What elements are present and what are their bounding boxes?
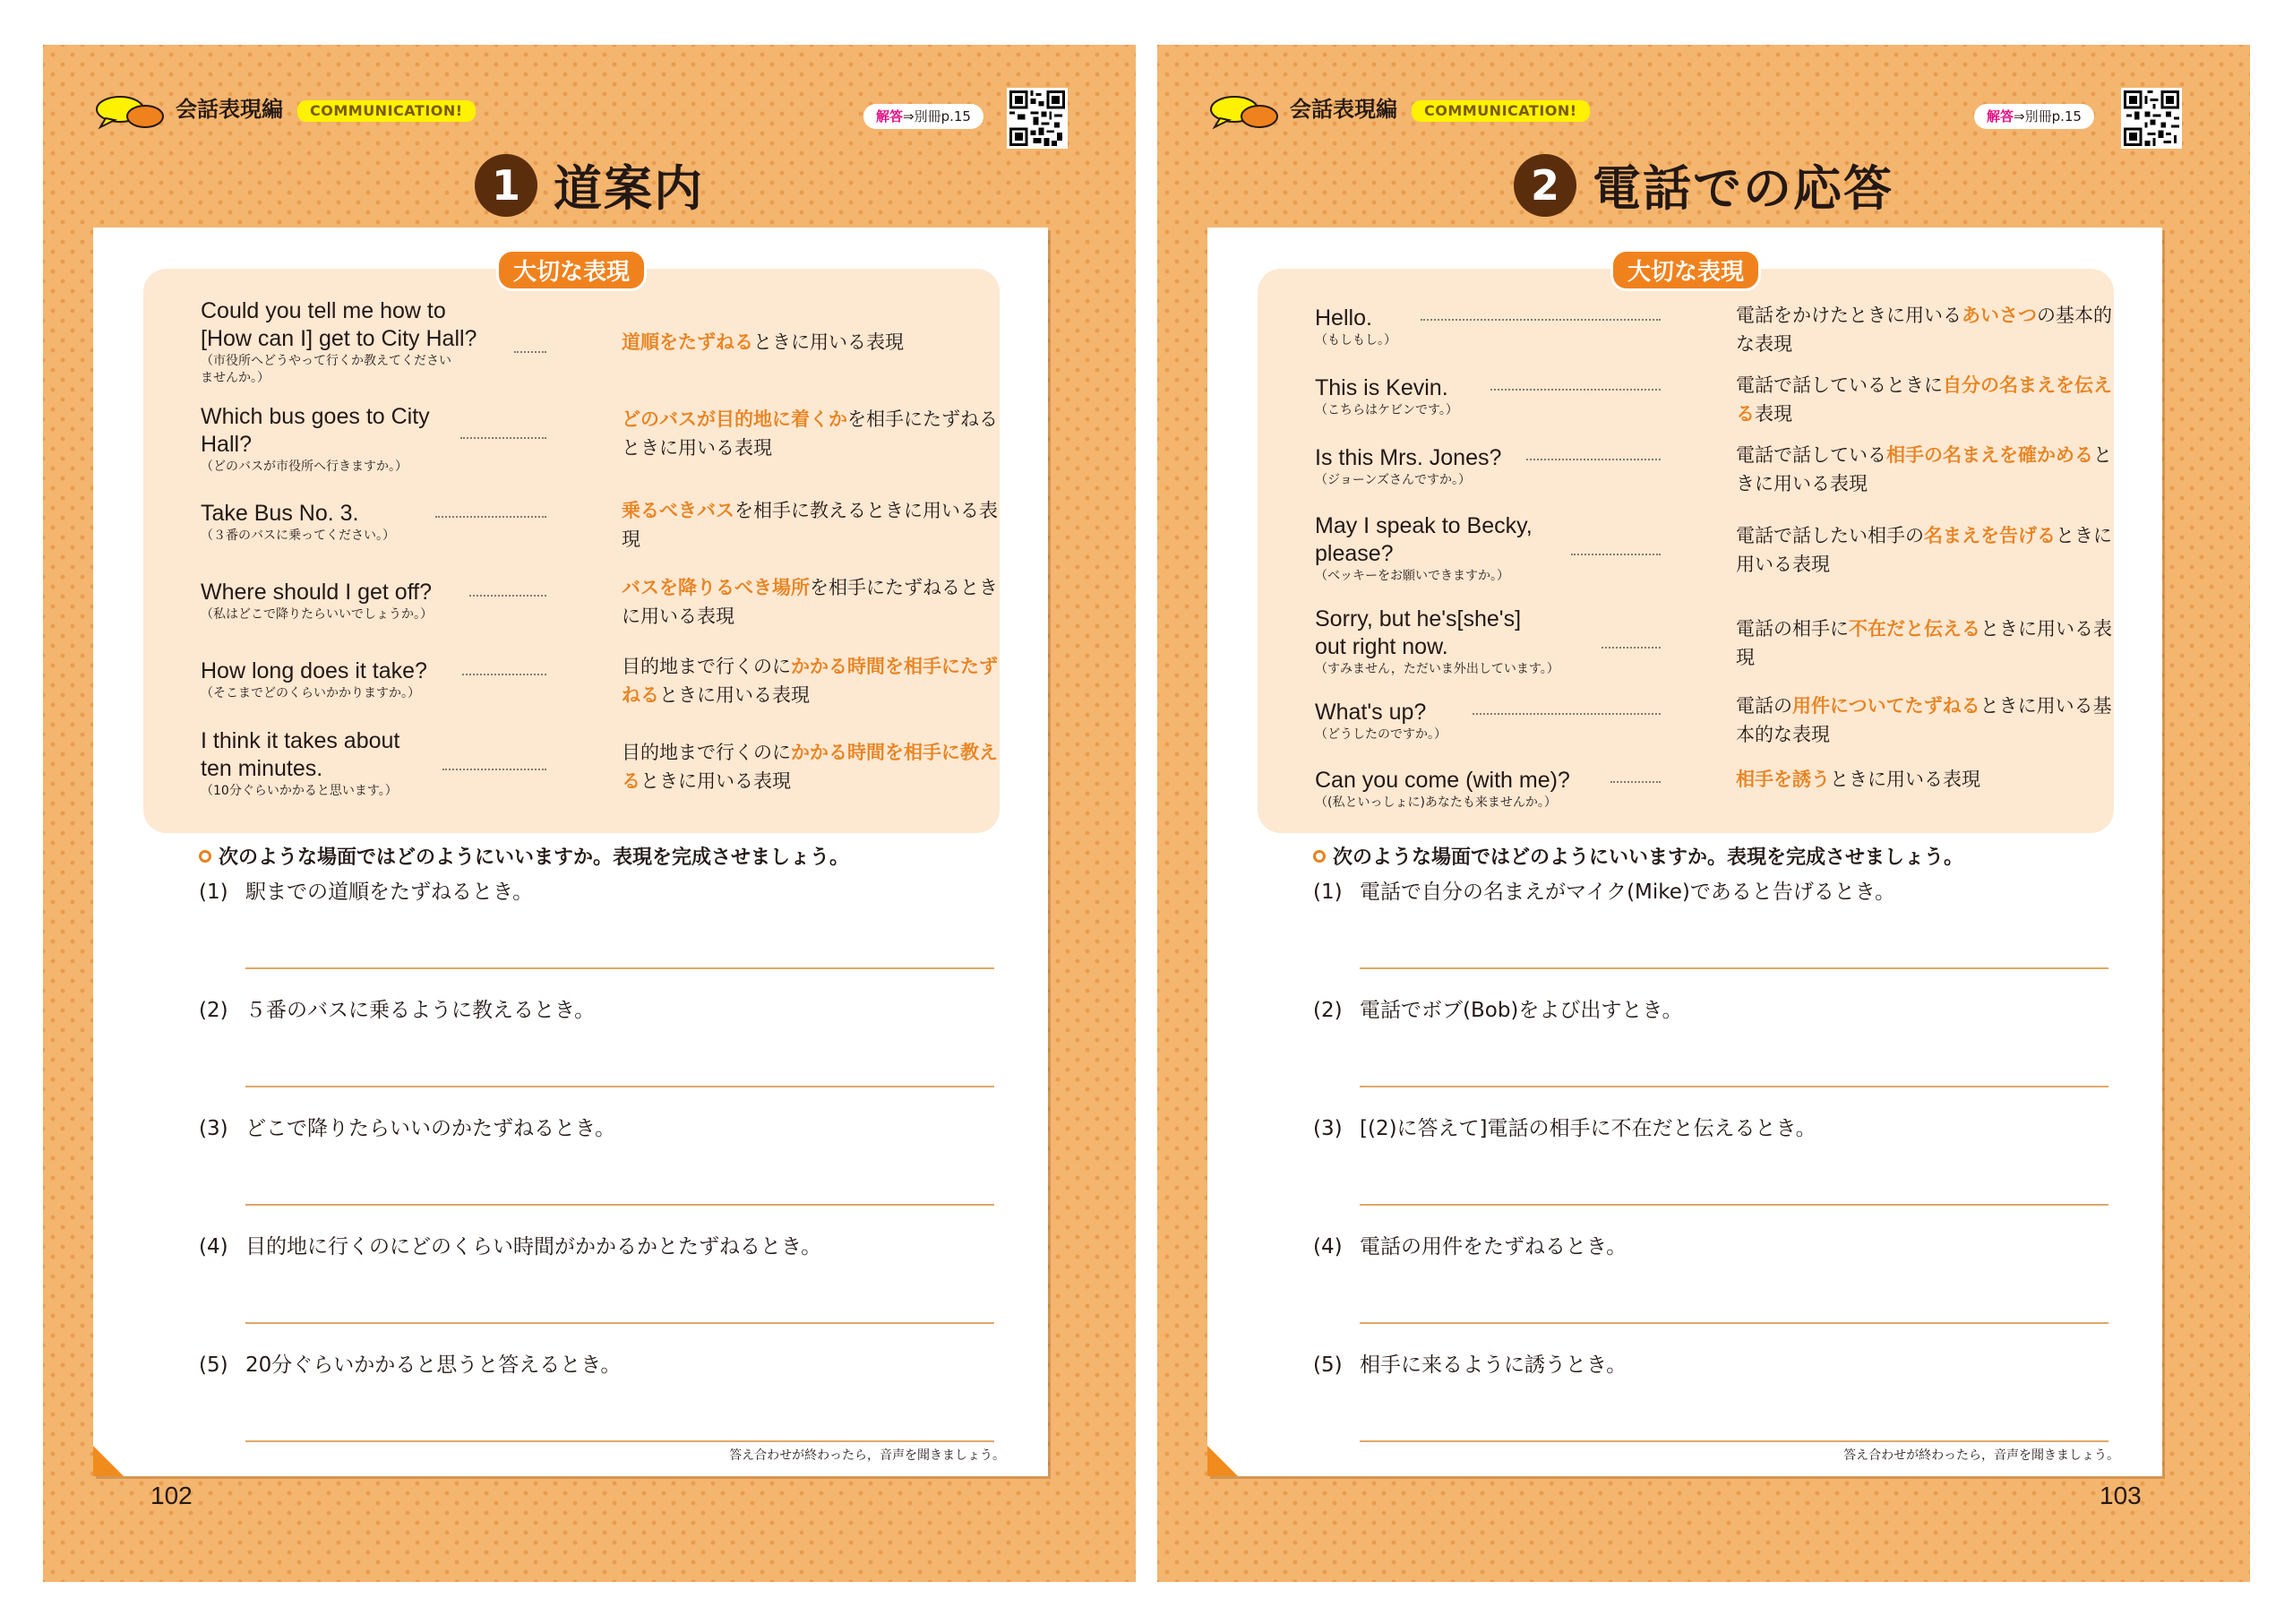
- desc-text: を相手に教えるときに用いる表現: [622, 500, 998, 550]
- answer-reference: [1974, 104, 2094, 129]
- exercise-question: [1313, 996, 2101, 1025]
- question-number: (5): [199, 1353, 228, 1377]
- expression-japanese: （そこまでどのくらいかかりますか。）: [201, 686, 420, 700]
- key-expressions-box: [1258, 259, 2114, 833]
- key-expressions-badge: 大切な表現: [496, 249, 647, 291]
- unit-title-text: 道案内: [554, 160, 704, 217]
- page-number: 102: [150, 1482, 193, 1509]
- expression-description: [1736, 765, 2130, 794]
- question-number: (1): [199, 881, 228, 904]
- expression-description: [622, 496, 1016, 554]
- answer-prefix: 解答: [876, 108, 904, 125]
- speech-bubbles-icon: [93, 93, 168, 131]
- desc-text: を相手にたずねるときに用いる表現: [622, 408, 998, 459]
- exercise-question: [1313, 878, 2101, 907]
- answer-page: 別冊p.15: [2024, 108, 2082, 125]
- audio-footer-note: 答え合わせが終わったら，音声を聞きましょう。: [1843, 1448, 2119, 1463]
- section-label: 会話表現編: [1290, 97, 1397, 122]
- expression-row: [201, 727, 998, 800]
- expression-description: [622, 738, 1016, 795]
- expression-english: Hello.: [1315, 305, 1372, 331]
- page-header: [93, 90, 1078, 129]
- expression-description: [622, 405, 1016, 462]
- dotted-leader: [1421, 319, 1661, 321]
- expression-description: [622, 328, 1016, 357]
- answer-line[interactable]: [245, 1086, 994, 1087]
- audio-footer-note: 答え合わせが終わったら，音声を聞きましょう。: [729, 1448, 1005, 1463]
- expression-japanese: （どうしたのですか。）: [1315, 727, 1447, 742]
- exercise-question: [199, 1114, 987, 1143]
- page-number: 103: [2100, 1482, 2142, 1509]
- expression-english: This is Kevin.: [1315, 375, 1448, 400]
- page-corner-decoration: [1207, 1446, 1238, 1476]
- desc-text: 電話で話したい相手の: [1736, 525, 1924, 546]
- exercise-question: [1313, 1114, 2101, 1143]
- answer-line[interactable]: [245, 967, 994, 969]
- section-label: 会話表現編: [176, 97, 283, 122]
- answer-page: 別冊p.15: [914, 108, 971, 125]
- desc-text: 電話で話しているときに: [1736, 374, 1943, 396]
- exercise-question: [199, 1351, 987, 1379]
- expression-english: Could you tell me how to [How can I] get to City Hall?: [201, 298, 477, 351]
- expression-row: [1315, 695, 2112, 745]
- dotted-leader: [1610, 781, 1661, 783]
- expression-description: [1736, 692, 2130, 749]
- dotted-leader: [442, 769, 546, 770]
- expression-row: [201, 403, 998, 476]
- question-text: 電話でボブ(Bob)をよび出すとき。: [1360, 999, 1683, 1022]
- dotted-leader: [460, 437, 546, 439]
- desc-highlight: かかる時間を相手に教える: [622, 742, 998, 792]
- expression-english: How long does it take?: [201, 658, 427, 683]
- desc-text: 目的地まで行くのに: [622, 742, 791, 763]
- expression-japanese: （ベッキーをお願いできますか。）: [1315, 569, 1509, 583]
- expression-row: [201, 297, 971, 387]
- dotted-leader: [469, 595, 546, 597]
- answer-line[interactable]: [1360, 1322, 2108, 1324]
- expression-row: [201, 656, 998, 706]
- page-header: [1207, 90, 2193, 129]
- key-expressions-box: [143, 259, 1000, 833]
- dotted-leader: [1602, 647, 1661, 649]
- expression-english: May I speak to Becky, please?: [1315, 513, 1533, 566]
- desc-text: 目的地まで行くのに: [622, 656, 791, 677]
- answer-line[interactable]: [1360, 967, 2108, 969]
- circle-bullet-icon: [1313, 850, 1326, 863]
- expression-english: Take Bus No. 3.: [201, 501, 359, 526]
- exercise-question: [199, 878, 987, 907]
- desc-text: ときに用いる表現: [753, 331, 904, 353]
- key-expressions-badge: 大切な表現: [1610, 249, 1761, 291]
- question-text: 電話で自分の名まえがマイク(Mike)であると告げるとき。: [1360, 881, 1895, 904]
- desc-text: ときに用いる表現: [1830, 769, 1980, 790]
- qr-code-icon[interactable]: [1007, 88, 1068, 149]
- desc-text: ときに用いる表現: [1736, 525, 2112, 575]
- expression-description: [1736, 301, 2130, 358]
- unit-title: [43, 150, 1136, 222]
- dotted-leader: [514, 351, 546, 353]
- desc-text: 電話で話している: [1736, 444, 1886, 466]
- question-text: [(2)に答えて]電話の相手に不在だと伝えるとき。: [1360, 1117, 1816, 1140]
- expression-english: Which bus goes to City Hall?: [201, 404, 430, 457]
- expression-row: [1315, 512, 2112, 585]
- question-number: (4): [1313, 1235, 1343, 1259]
- expression-row: [201, 577, 998, 627]
- answer-line[interactable]: [1360, 1086, 2108, 1087]
- exercise-question: [1313, 1351, 2101, 1379]
- desc-highlight: かかる時間を相手にたずねる: [622, 656, 998, 706]
- unit-title: [1157, 150, 2250, 222]
- question-text: ５番のバスに乗るように教えるとき。: [245, 999, 596, 1022]
- desc-text: 表現: [1755, 403, 1792, 425]
- desc-text: の基本的な表現: [1736, 305, 2112, 355]
- exercise-question: [199, 1233, 987, 1261]
- exercise-instruction: [199, 842, 849, 870]
- expression-japanese: （こちらはケビンです。）: [1315, 403, 1458, 417]
- desc-text: ときに用いる表現: [640, 770, 791, 792]
- question-number: (3): [199, 1117, 228, 1140]
- desc-highlight: あいさつ: [1962, 305, 2037, 326]
- expression-english: What's up?: [1315, 700, 1427, 725]
- question-text: 目的地に行くのにどのくらい時間がかかるかとたずねるとき。: [245, 1235, 822, 1259]
- question-text: どこで降りたらいいのかたずねるとき。: [245, 1117, 616, 1140]
- dotted-leader: [1526, 459, 1661, 460]
- desc-highlight: 乗るべきバス: [622, 500, 734, 521]
- answer-line[interactable]: [1360, 1440, 2108, 1442]
- left-page: [43, 45, 1136, 1582]
- expression-english: Is this Mrs. Jones?: [1315, 445, 1502, 470]
- question-number: (3): [1313, 1117, 1343, 1140]
- unit-title-text: 電話での応答: [1593, 160, 1894, 217]
- answer-line[interactable]: [245, 1322, 994, 1324]
- expression-english: Where should I get off?: [201, 580, 433, 605]
- expression-japanese: （もしもし。）: [1315, 333, 1396, 348]
- expression-japanese: （３番のバスに乗ってください。）: [201, 528, 395, 543]
- question-number: (1): [1313, 881, 1343, 904]
- expression-japanese: （ジョーンズさんですか。）: [1315, 473, 1472, 487]
- expression-description: [622, 573, 1016, 631]
- desc-highlight: 自分の名まえを伝える: [1736, 374, 2112, 425]
- dotted-leader: [462, 674, 546, 675]
- expression-description: [1736, 521, 2130, 579]
- desc-text: 電話の: [1736, 695, 1792, 717]
- expression-english: Can you come (with me)?: [1315, 768, 1570, 793]
- answer-arrow: ⇒: [2014, 108, 2025, 125]
- question-number: (4): [199, 1235, 228, 1259]
- exercise-instruction: [1313, 842, 1963, 870]
- answer-line[interactable]: [245, 1440, 994, 1442]
- page-corner-decoration: [93, 1446, 124, 1476]
- desc-highlight: 相手を誘う: [1736, 769, 1830, 790]
- worksheet-card: [1207, 228, 2162, 1476]
- worksheet-card: [93, 228, 1048, 1476]
- expression-japanese: （どのバスが市役所へ行きますか。）: [201, 460, 408, 474]
- desc-text: ときに用いる表現: [1736, 618, 2112, 668]
- expression-row: [201, 500, 998, 550]
- dotted-leader: [1490, 389, 1661, 391]
- expression-japanese: （私はどこで降りたらいいでしょうか。）: [201, 607, 433, 622]
- question-text: 相手に来るように誘うとき。: [1360, 1353, 1627, 1377]
- circle-bullet-icon: [199, 850, 211, 863]
- desc-highlight: どのバスが目的地に着くか: [622, 408, 847, 430]
- communication-tag: COMMUNICATION!: [1412, 100, 1590, 122]
- answer-prefix: 解答: [1987, 108, 2014, 125]
- question-text: 駅までの道順をたずねるとき。: [245, 881, 534, 904]
- desc-text: を相手にたずねるときに用いる表現: [622, 577, 998, 627]
- desc-text: ときに用いる表現: [1736, 444, 2112, 494]
- instruction-text: 次のような場面ではどのようにいいますか。表現を完成させましょう。: [1333, 846, 1964, 869]
- unit-number: 1: [475, 154, 537, 217]
- exercise-question: [199, 996, 987, 1025]
- dotted-leader: [1473, 713, 1661, 715]
- expression-english: I think it takes about ten minutes.: [201, 728, 400, 781]
- right-page: [1157, 45, 2250, 1582]
- expression-row: [1315, 305, 2112, 355]
- expression-japanese: （市役所へどうやって行くか教えてください ませんか。）: [201, 354, 451, 385]
- desc-text: ときに用いる表現: [659, 684, 810, 706]
- expression-row: [1315, 444, 2112, 494]
- expression-row: [1315, 767, 2085, 812]
- desc-highlight: 名まえを告げる: [1924, 525, 2056, 546]
- communication-tag: COMMUNICATION!: [297, 100, 476, 122]
- question-text: 20分ぐらいかかると思うと答えるとき。: [245, 1353, 622, 1377]
- instruction-text: 次のような場面ではどのようにいいますか。表現を完成させましょう。: [219, 846, 850, 869]
- question-text: 電話の用件をたずねるとき。: [1360, 1235, 1627, 1259]
- desc-highlight: 不在だと伝える: [1849, 618, 1980, 640]
- answer-line[interactable]: [1360, 1204, 2108, 1206]
- expression-japanese: （10分ぐらいかかると思います。）: [201, 784, 398, 798]
- question-number: (2): [1313, 999, 1343, 1022]
- qr-code-icon[interactable]: [2121, 88, 2182, 149]
- expression-row: [1315, 606, 2112, 678]
- expression-description: [622, 652, 1016, 709]
- expression-description: [1736, 441, 2130, 498]
- answer-line[interactable]: [245, 1204, 994, 1206]
- desc-highlight: 相手の名まえを確かめる: [1886, 444, 2093, 466]
- dotted-leader: [1571, 554, 1661, 555]
- dotted-leader: [435, 516, 546, 518]
- unit-number: 2: [1514, 154, 1576, 217]
- answer-reference: [863, 104, 983, 129]
- desc-highlight: 用件についてたずねる: [1792, 695, 1980, 717]
- exercise-question: [1313, 1233, 2101, 1261]
- expression-japanese: （すみません，ただいま外出しています。）: [1315, 662, 1559, 676]
- speech-bubbles-icon: [1207, 93, 1283, 131]
- question-number: (2): [199, 999, 228, 1022]
- expression-row: [1315, 374, 2112, 425]
- answer-arrow: ⇒: [903, 108, 915, 125]
- expression-english: Sorry, but he's[she's] out right now.: [1315, 606, 1522, 659]
- desc-highlight: バスを降りるべき場所: [622, 577, 810, 598]
- desc-text: 電話をかけたときに用いる: [1736, 305, 1962, 326]
- expression-description: [1736, 371, 2130, 428]
- desc-text: 電話の相手に: [1736, 618, 1849, 640]
- desc-text: ときに用いる基本的な表現: [1736, 695, 2112, 745]
- expression-japanese: （(私といっしょに)あなたも来ませんか。）: [1315, 795, 1557, 810]
- expression-description: [1736, 614, 2130, 672]
- question-number: (5): [1313, 1353, 1343, 1377]
- desc-highlight: 道順をたずねる: [622, 331, 753, 353]
